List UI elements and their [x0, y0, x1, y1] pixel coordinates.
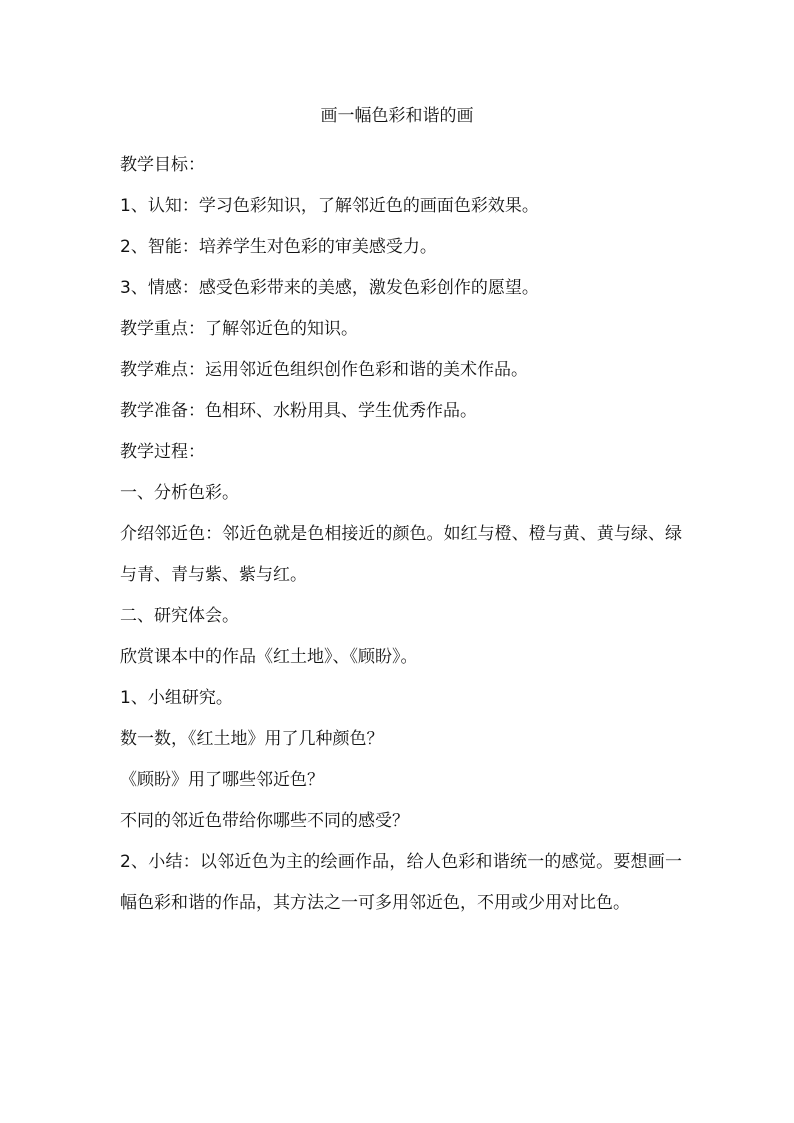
document-body [120, 145, 682, 924]
step-analyze-color: 一、分析色彩。 [120, 483, 239, 503]
section-heading-process: 教学过程： [120, 442, 205, 462]
objective-ability: 2、智能：培养学生对色彩的审美感受力。 [120, 237, 437, 257]
group-study: 1、小组研究。 [120, 688, 233, 708]
question-adjacent-colors: 《顾盼》用了哪些邻近色？ [120, 770, 324, 790]
section-heading-objectives: 教学目标： [120, 155, 205, 175]
summary: 2、小结：以邻近色为主的绘画作品，给人色彩和谐统一的感觉。要想画一幅色彩和谐的作品，其方法之一可多用邻近色，不用或少用对比色。 [120, 852, 682, 913]
appreciate-works: 欣赏课本中的作品《红土地》、《顾盼》。 [120, 647, 418, 667]
objective-emotion: 3、情感：感受色彩带来的美感，激发色彩创作的愿望。 [120, 278, 539, 298]
teaching-difficulty: 教学难点：运用邻近色组织创作色彩和谐的美术作品。 [120, 360, 528, 380]
teaching-key-point: 教学重点：了解邻近色的知识。 [120, 319, 358, 339]
adjacent-color-intro: 介绍邻近色：邻近色就是色相接近的颜色。如红与橙、橙与黄、黄与绿、绿与青、青与紫、紫与红。 [120, 524, 682, 585]
teaching-preparation: 教学准备：色相环、水粉用具、学生优秀作品。 [120, 401, 477, 421]
question-count-colors: 数一数，《红土地》用了几种颜色？ [120, 729, 384, 749]
objective-cognition: 1、认知：学习色彩知识，了解邻近色的画面色彩效果。 [120, 196, 539, 216]
step-study: 二、研究体会。 [120, 606, 239, 626]
document-title: 画一幅色彩和谐的画 [320, 106, 474, 126]
question-feelings: 不同的邻近色带给你哪些不同的感受？ [120, 811, 409, 831]
